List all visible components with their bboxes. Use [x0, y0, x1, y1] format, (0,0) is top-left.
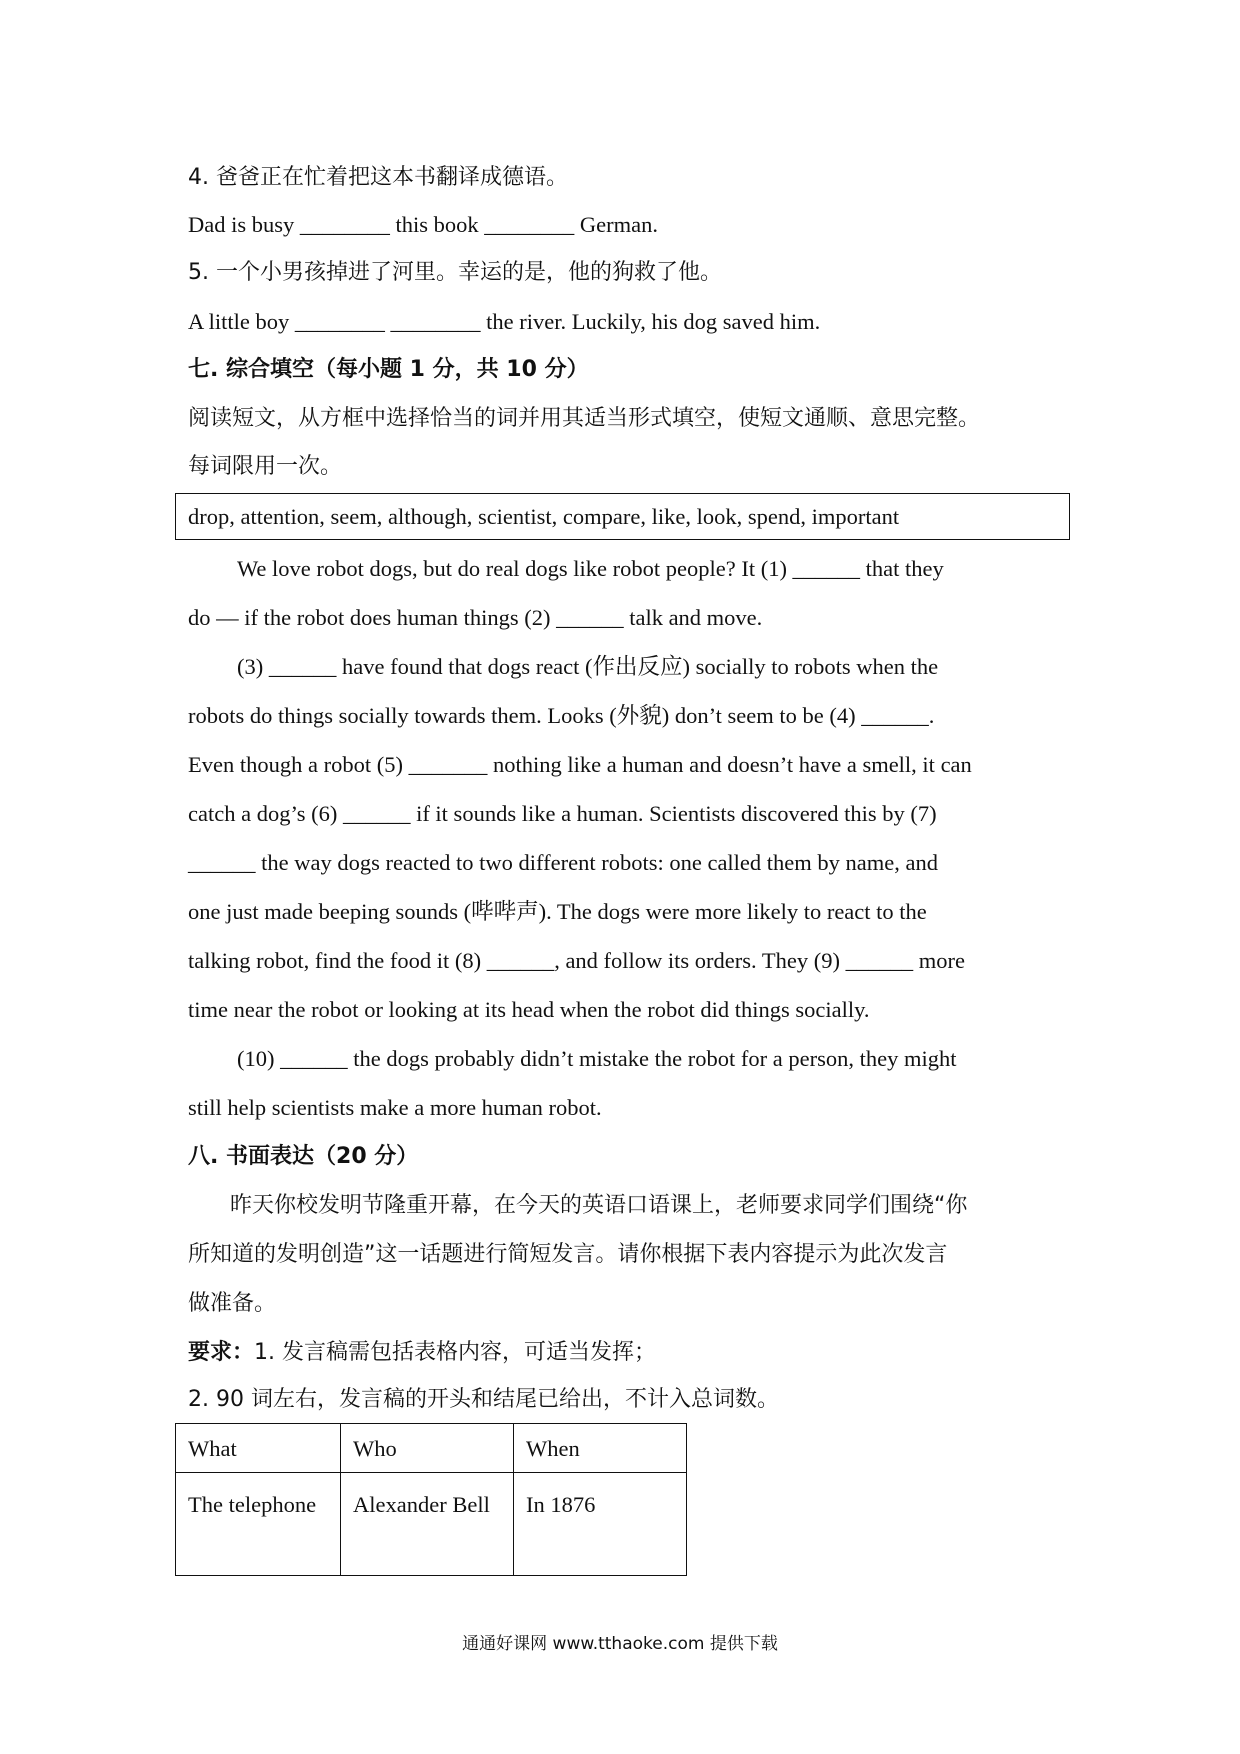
passage-line: do — if the robot does human things (2) ______ talk and move. [188, 605, 763, 630]
table-row [176, 1473, 687, 1576]
passage-line: time near the robot or looking at its head when the robot did things socially. [188, 997, 870, 1022]
table-header-cell: Who [341, 1424, 514, 1473]
table-header-cell: What [176, 1424, 341, 1473]
q4-english: Dad is busy ________ this book ________ German. [188, 212, 658, 237]
passage-line: We love robot dogs, but do real dogs like robot people? It (1) ______ that they [237, 556, 944, 581]
word-box-text: drop, attention, seem, although, scientist, compare, like, look, spend, important [188, 504, 900, 529]
section8-title: 八. 书面表达（20 分） [188, 1144, 419, 1169]
footer-watermark: 通通好课网 www.tthaoke.com 提供下载 [462, 1634, 778, 1654]
section8-prompt-line: 做准备。 [188, 1291, 277, 1316]
requirement-1: 1. 发言稿需包括表格内容，可适当发挥； [254, 1340, 657, 1365]
word-box [175, 493, 1070, 540]
passage-line: (10) ______ the dogs probably didn’t mistake the robot for a person, they might [237, 1046, 957, 1071]
passage-line: talking robot, find the food it (8) ______, and follow its orders. They (9) ______ more [188, 948, 965, 973]
q4-chinese: 4. 爸爸正在忙着把这本书翻译成德语。 [188, 165, 568, 190]
requirements-label: 要求： [188, 1340, 255, 1365]
table-cell: Alexander Bell [341, 1473, 514, 1576]
passage-line: robots do things socially towards them. Looks (外貌) don’t seem to be (4) ______. [188, 703, 935, 728]
requirements-line-1 [188, 1338, 1068, 1368]
table-header-cell: When [514, 1424, 687, 1473]
section8-prompt-line: 昨天你校发明节隆重开幕，在今天的英语口语课上，老师要求同学们围绕“你 [230, 1193, 968, 1218]
q5-english: A little boy ________ ________ the river. Luckily, his dog saved him. [188, 309, 821, 334]
passage-line: ______ the way dogs reacted to two different robots: one called them by name, and [188, 850, 938, 875]
table-cell: In 1876 [514, 1473, 687, 1576]
passage-line: one just made beeping sounds (哔哔声). The dogs were more likely to react to the [188, 899, 927, 924]
q5-chinese: 5. 一个小男孩掉进了河里。幸运的是，他的狗救了他。 [188, 260, 722, 285]
passage-line: catch a dog’s (6) ______ if it sounds like a human. Scientists discovered this by (7) [188, 801, 937, 826]
table-cell: The telephone [176, 1473, 341, 1576]
section8-prompt-line: 所知道的发明创造”这一话题进行简短发言。请你根据下表内容提示为此次发言 [188, 1242, 948, 1267]
passage-line: (3) ______ have found that dogs react (作出反应) socially to robots when the [237, 654, 939, 679]
section7-title: 七. 综合填空（每小题 1 分，共 10 分） [188, 357, 589, 382]
passage-line: Even though a robot (5) _______ nothing like a human and doesn’t have a smell, it can [188, 752, 972, 777]
section7-instruction-1: 阅读短文，从方框中选择恰当的词并用其适当形式填空，使短文通顺、意思完整。 [188, 406, 981, 431]
invention-table [175, 1423, 687, 1576]
requirement-2: 2. 90 词左右，发言稿的开头和结尾已给出，不计入总词数。 [188, 1387, 779, 1412]
section7-instruction-2: 每词限用一次。 [188, 454, 343, 479]
passage-line: still help scientists make a more human robot. [188, 1095, 602, 1120]
table-header-row [176, 1424, 687, 1473]
